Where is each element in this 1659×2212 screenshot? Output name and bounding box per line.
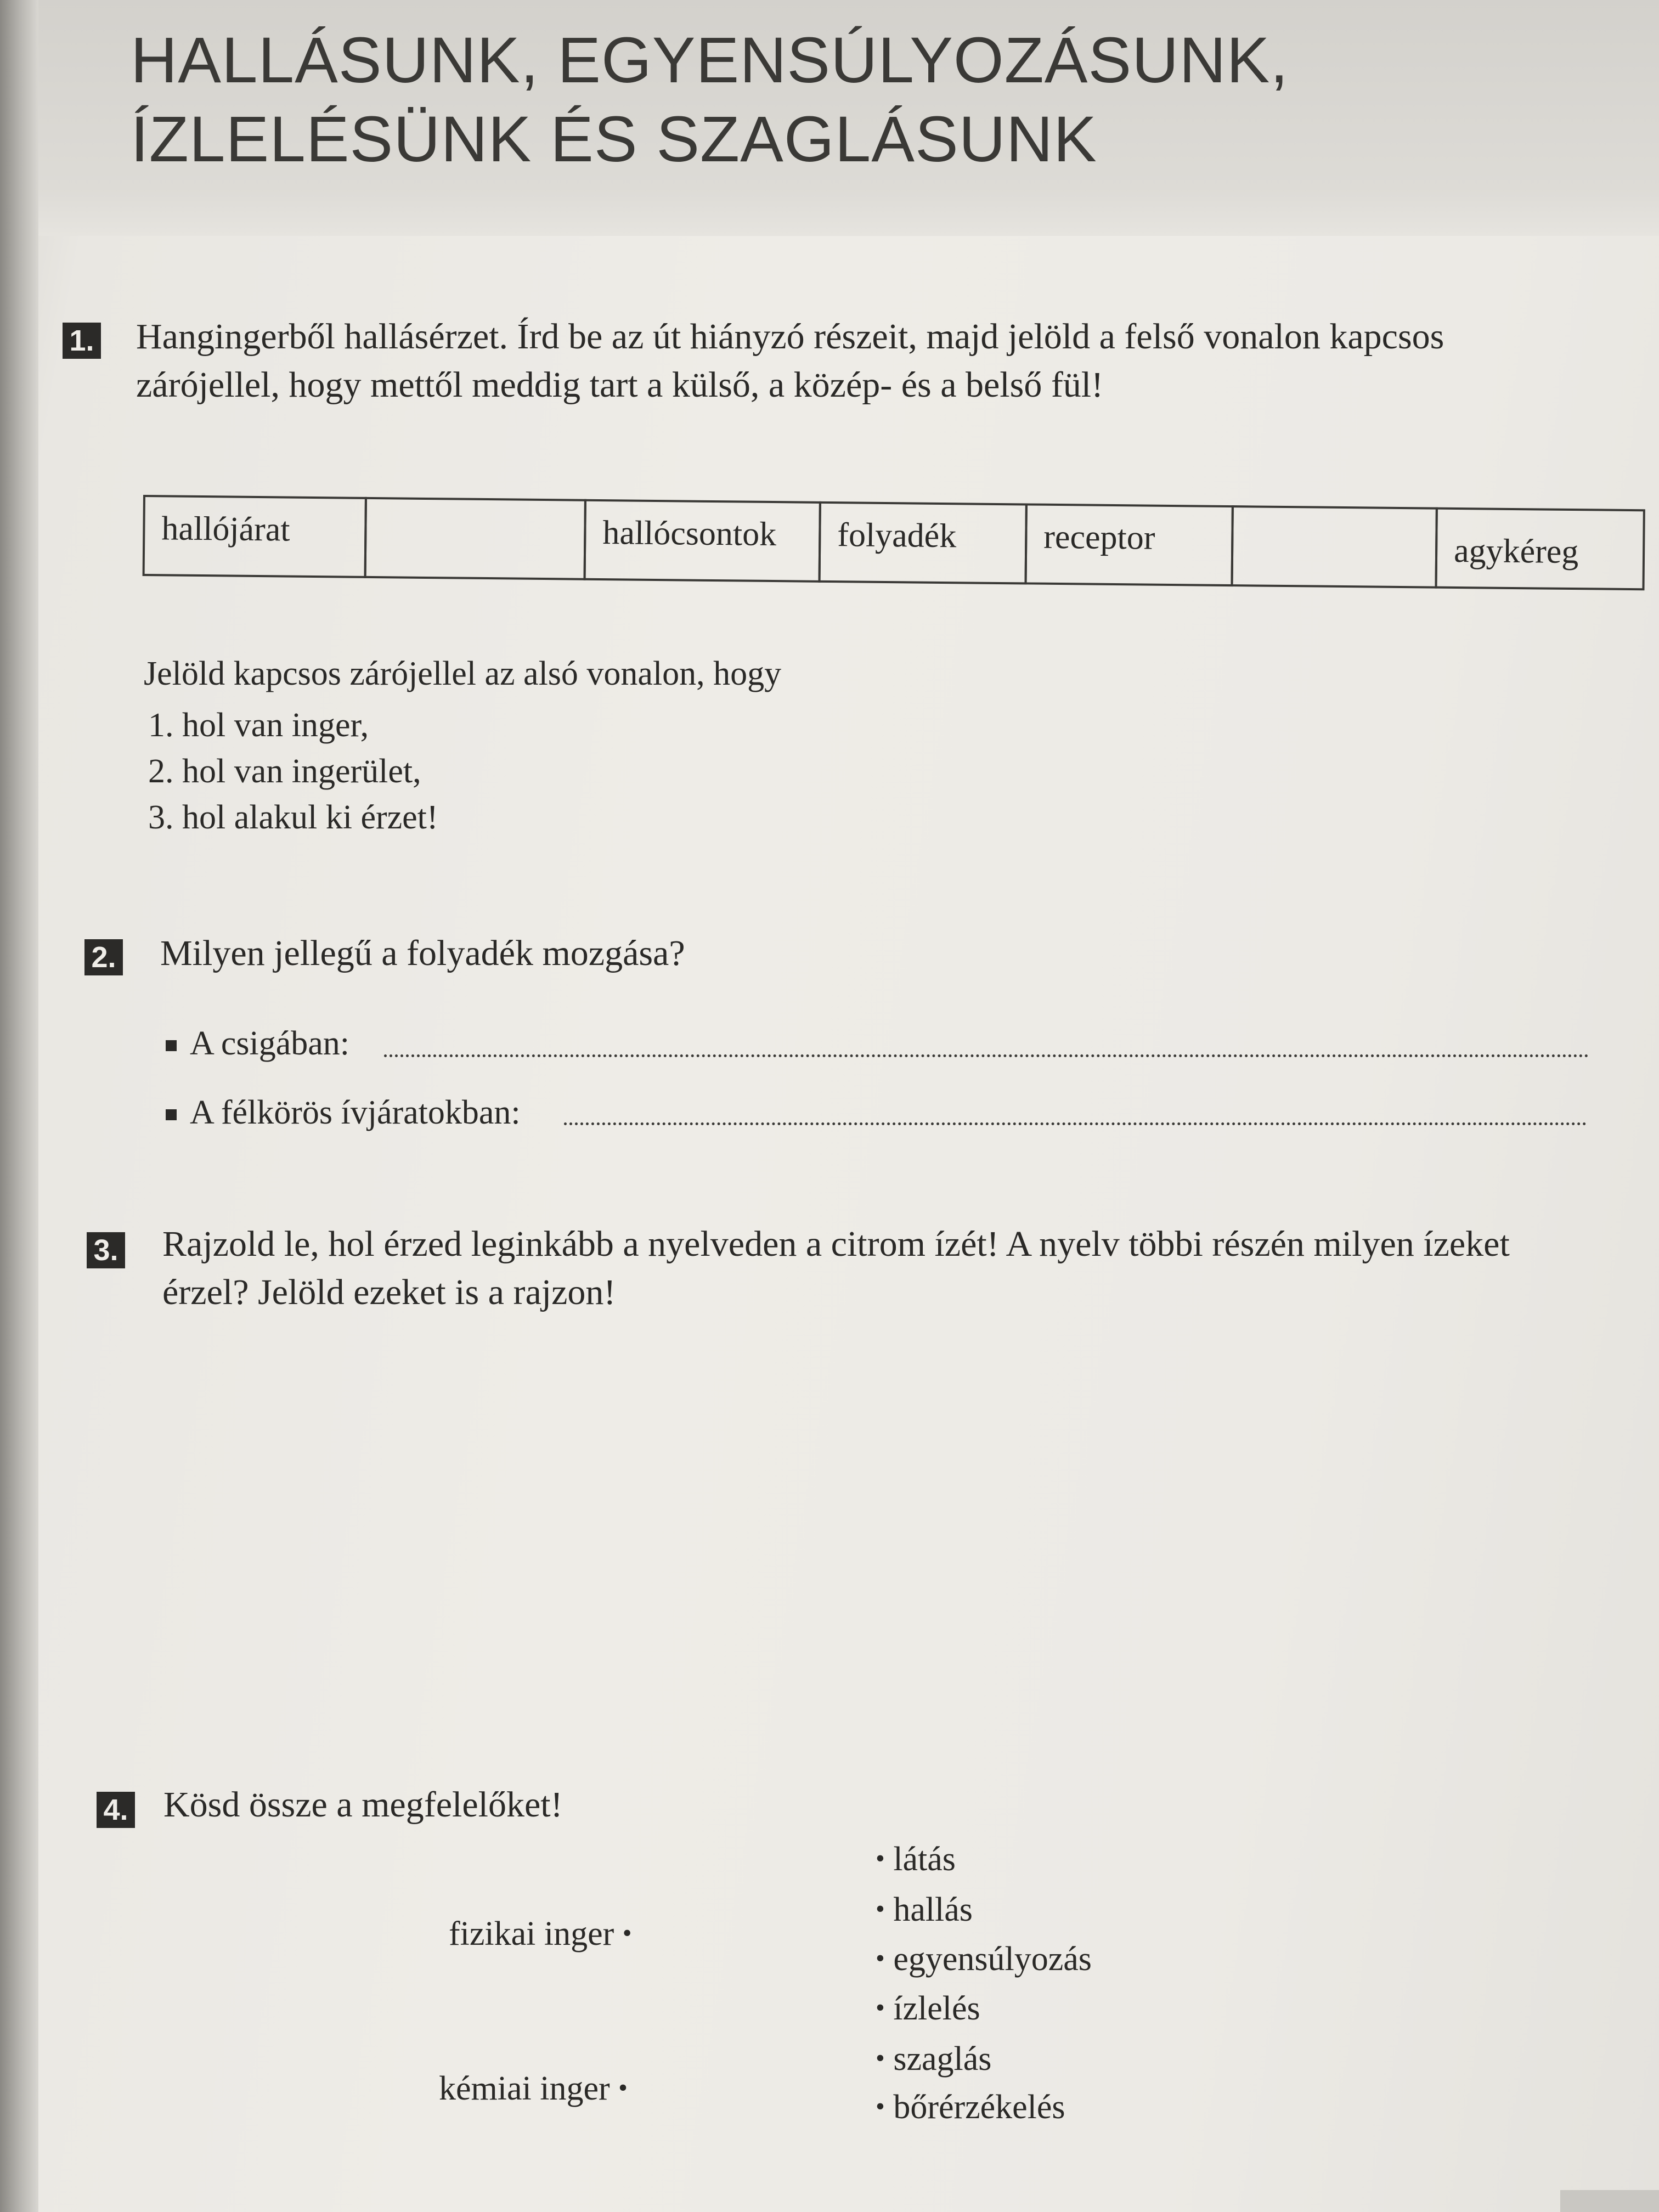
page-title-line-1: HALLÁSUNK, EGYENSÚLYOZÁSUNK, [131,24,1289,97]
connector-dot: • [876,1894,885,1923]
task-4-instruction: Kösd össze a megfelelőket! [163,1785,563,1825]
task-4-number: 4. [97,1792,135,1828]
task-1-instruction-line-2: zárójellel, hogy mettől meddig tart a külső, a közép- és a belső fül! [136,365,1104,405]
task-1-instruction-line-1: Hangingerből hallásérzet. Írd be az út hiányzó részeit, majd jelöld a felső vonalon kapcsos [136,317,1444,357]
chain-cell-hallocsontok: hallócsontok [584,499,821,583]
match-right-egyensulyozas[interactable] [876,1937,1092,1981]
match-right-label: hallás [893,1891,973,1928]
hearing-pathway-chain [142,495,1645,624]
chain-cell-folyadek: folyadék [819,501,1028,585]
answer-line-csiga[interactable] [384,1054,1589,1057]
task-1-number: 1. [63,323,101,359]
connector-dot: • [876,1993,885,2022]
connector-dot: • [618,2073,628,2102]
chain-cell-hallojarat: hallójárat [143,495,367,578]
chain-cell-blank-1[interactable] [364,497,586,580]
drawing-area[interactable] [162,1339,1589,1745]
answer-line-ivjaratok[interactable] [564,1122,1587,1125]
task-2-number: 2. [84,939,123,975]
connector-dot: • [876,1844,885,1873]
task-1-item-2: 2. hol van ingerület, [148,753,421,790]
match-right-szaglas[interactable] [876,2036,991,2081]
match-left-label: fizikai inger [449,1915,614,1953]
match-right-label: ízlelés [893,1990,980,2027]
bullet-square [166,1040,177,1051]
match-right-label: látás [893,1841,956,1878]
book-spine-shadow [0,0,38,2212]
connector-dot: • [876,2044,885,2073]
match-right-label: szaglás [893,2040,992,2078]
chain-cell-blank-2[interactable] [1231,505,1437,589]
bullet-square [166,1109,177,1120]
match-right-latas[interactable] [876,1837,956,1881]
match-right-label: bőrérzékelés [893,2089,1065,2126]
connector-dot: • [876,1944,885,1973]
task-3-number: 3. [87,1232,125,1268]
connector-dot: • [622,1918,632,1948]
match-right-label: egyensúlyozás [893,1940,1092,1978]
task-2-label-ivjaratok: A félkörös ívjáratokban: [190,1094,521,1131]
task-1-item-3: 3. hol alakul ki érzet! [148,799,438,836]
chain-cell-agykereg: agykéreg [1435,507,1645,591]
connector-dot: • [876,2092,885,2121]
task-1-subinstruction: Jelöld kapcsos zárójellel az alsó vonalon, hogy [144,655,782,692]
match-left-kemiai[interactable] [439,2066,628,2111]
task-2-question: Milyen jellegű a folyadék mozgása? [160,933,685,973]
page-corner [1560,2190,1659,2212]
match-right-hallas[interactable] [876,1887,973,1932]
task-3-instruction-line-1: Rajzold le, hol érzed leginkább a nyelveden a citrom ízét! A nyelv többi részén milyen ízeket [162,1224,1510,1264]
match-left-fizikai[interactable] [449,1911,632,1956]
match-right-izleles[interactable] [876,1986,980,2030]
chain-cell-receptor: receptor [1025,503,1234,586]
page-title-line-2: ÍZLELÉSÜNK ÉS SZAGLÁSUNK [131,103,1097,176]
match-left-label: kémiai inger [439,2070,610,2107]
match-right-borerzekeles[interactable] [876,2085,1065,2129]
task-2-label-csiga: A csigában: [190,1025,349,1062]
task-1-item-1: 1. hol van inger, [148,707,369,744]
task-3-instruction-line-2: érzel? Jelöld ezeket is a rajzon! [162,1272,616,1312]
